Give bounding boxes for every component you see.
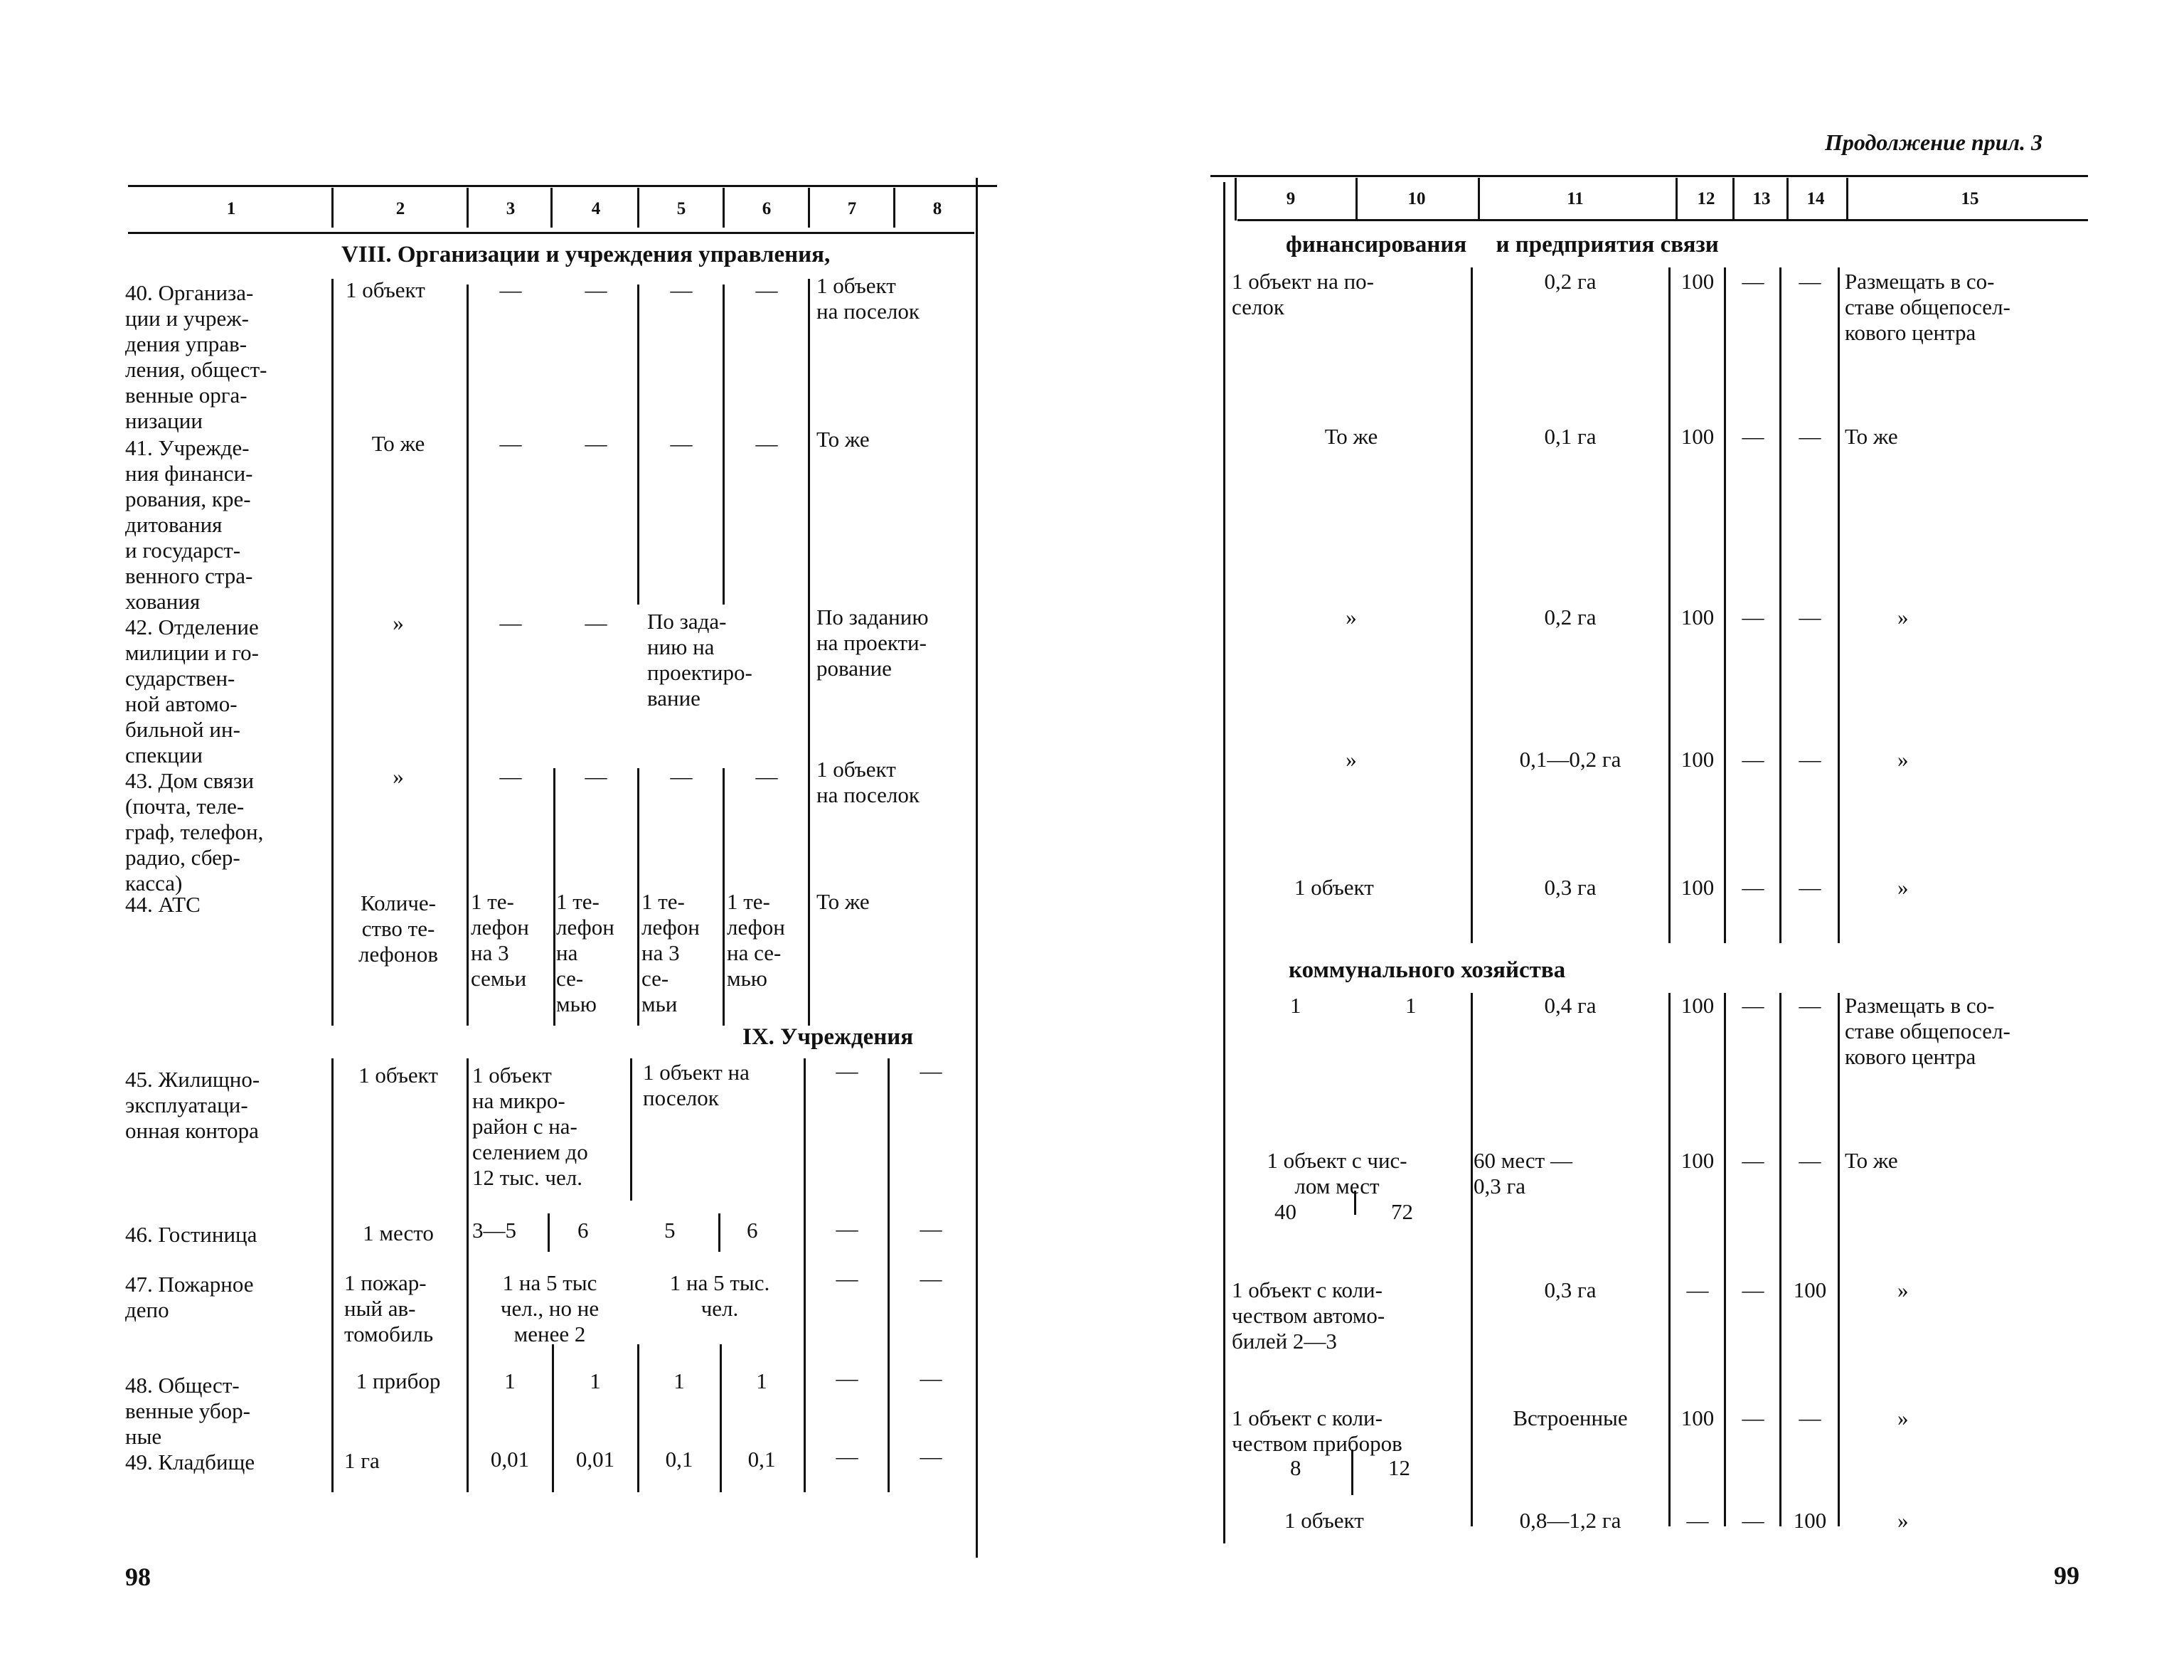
- left-header-top-rule: [128, 185, 997, 187]
- right-header-bottom-rule: [1237, 219, 2088, 221]
- right-col-header-14: 14: [1806, 189, 1825, 208]
- row-name: 49. Кладбище: [125, 1450, 255, 1474]
- continuation-note: Продолжение прил. 3: [1825, 129, 2042, 155]
- right-header-top-rule: [1210, 175, 2088, 177]
- row-name: 41. Учрежде- ния финанси- рования, кре- дитования и государст- венного стра- хования: [125, 435, 253, 614]
- right-col-header-11: 11: [1567, 189, 1584, 208]
- left-page-number: 98: [125, 1563, 151, 1591]
- left-col-header-3: 3: [506, 199, 516, 218]
- left-col-header-8: 8: [932, 199, 942, 218]
- row-name: 45. Жилищно- эксплуатаци- онная контора: [125, 1067, 260, 1143]
- right-col-header-10: 10: [1407, 189, 1426, 208]
- row-name: 44. АТС: [125, 892, 201, 917]
- right-col-header-9: 9: [1286, 189, 1296, 208]
- left-section-ix: IX. Учреждения: [742, 1024, 914, 1050]
- left-col-header-2: 2: [395, 199, 405, 218]
- right-page-number: 99: [2054, 1561, 2079, 1590]
- row-name: 43. Дом связи (почта, теле- граф, телефон, радио, сбер- касса): [125, 768, 264, 895]
- left-right-border: [976, 178, 978, 1558]
- row-name: 46. Гостиница: [125, 1222, 257, 1247]
- row-name: 42. Отделение милиции и го- сударствен- ной автомо- бильной ин- спекции: [125, 615, 259, 767]
- row-name: 40. Организа- ции и учреж- дения управ- ления, общест- венные орга- низации: [125, 280, 267, 433]
- row-name: 47. Пожарное депо: [125, 1272, 254, 1322]
- left-col-header-7: 7: [847, 199, 857, 218]
- right-section-a: финансирования и предприятия связи: [1286, 232, 1719, 257]
- left-header-bottom-rule: [128, 232, 974, 234]
- right-left-border: [1223, 182, 1225, 1543]
- right-col-header-15: 15: [1961, 189, 1979, 208]
- right-section-b: коммунального хозяйства: [1289, 957, 1566, 983]
- right-col-header-12: 12: [1697, 189, 1715, 208]
- left-col-header-5: 5: [676, 199, 686, 218]
- left-col-header-6: 6: [762, 199, 772, 218]
- row-name: 48. Общест- венные убор- ные: [125, 1373, 250, 1449]
- left-col-header-4: 4: [591, 199, 601, 218]
- right-col-header-13: 13: [1752, 189, 1771, 208]
- left-col-header-1: 1: [226, 199, 236, 218]
- left-section-viii: VIII. Организации и учреждения управления,: [341, 242, 831, 267]
